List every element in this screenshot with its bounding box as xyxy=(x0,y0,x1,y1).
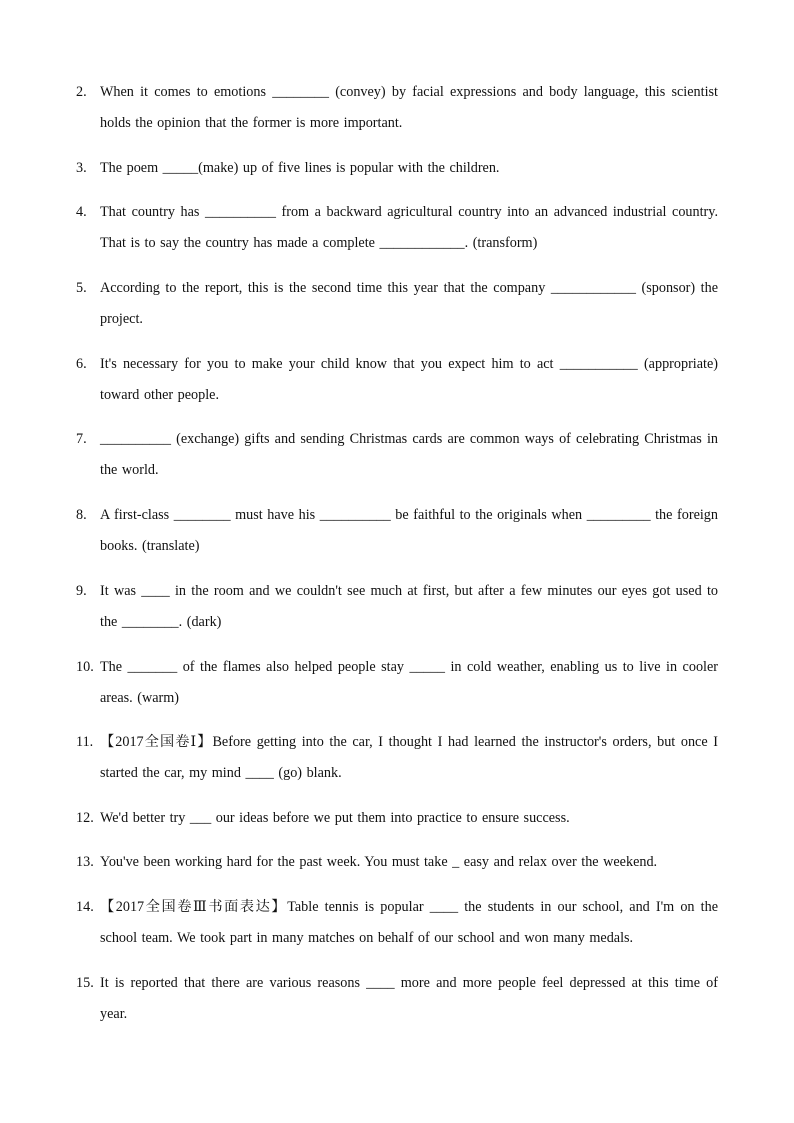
question-text: That country has __________ from a backward agricultural country into an advanced industrial country. That is to say the country has made a complete ____________. (transform) xyxy=(100,204,718,251)
question-item xyxy=(76,727,718,789)
question-number: 10. xyxy=(76,659,94,675)
question-item xyxy=(76,847,718,878)
question-text: We'd better try ___ our ideas before we put them into practice to ensure success. xyxy=(100,810,570,826)
question-text: 【2017全国卷Ⅲ书面表达】Table tennis is popular ____ the students in our school, and I'm on the school team. We took part in many matches on behalf of our school and won many medals. xyxy=(100,899,718,946)
question-number: 3. xyxy=(76,160,87,176)
question-number: 6. xyxy=(76,356,87,372)
question-text: It is reported that there are various reasons ____ more and more people feel depressed at this time of year. xyxy=(100,975,718,1022)
question-item xyxy=(76,892,718,954)
question-text: A first-class ________ must have his __________ be faithful to the originals when _________ the foreign books. (translate) xyxy=(100,507,718,554)
question-item xyxy=(76,197,718,259)
question-text: The _______ of the flames also helped people stay _____ in cold weather, enabling us to live in cooler areas. (warm) xyxy=(100,659,718,706)
question-number: 11. xyxy=(76,734,94,750)
question-item xyxy=(76,349,718,411)
question-number: 5. xyxy=(76,280,87,296)
question-text: __________ (exchange) gifts and sending Christmas cards are common ways of celebrating Christmas in the world. xyxy=(100,431,718,478)
question-number: 4. xyxy=(76,204,87,220)
question-text: It's necessary for you to make your child know that you expect him to act ___________ (appropriate) toward other people. xyxy=(100,356,718,403)
question-item xyxy=(76,803,718,834)
question-item xyxy=(76,968,718,1030)
question-text: 【2017全国卷Ⅰ】Before getting into the car, I thought I had learned the instructor's orders, but once I started the car, my mind ____ (go) blank. xyxy=(100,734,718,781)
question-number: 13. xyxy=(76,854,94,870)
question-number: 12. xyxy=(76,810,94,826)
question-number: 2. xyxy=(76,84,87,100)
question-item xyxy=(76,153,718,184)
question-item xyxy=(76,273,718,335)
question-text: It was ____ in the room and we couldn't see much at first, but after a few minutes our eyes got used to the ________. (dark) xyxy=(100,583,718,630)
question-item xyxy=(76,500,718,562)
question-text: You've been working hard for the past week. You must take _ easy and relax over the weekend. xyxy=(100,854,658,870)
question-text: When it comes to emotions ________ (convey) by facial expressions and body language, this scientist holds the opinion that the former is more important. xyxy=(100,84,718,131)
question-number: 15. xyxy=(76,975,94,991)
question-number: 7. xyxy=(76,431,87,447)
question-item xyxy=(76,652,718,714)
question-number: 8. xyxy=(76,507,87,523)
question-text: According to the report, this is the second time this year that the company ____________ (sponsor) the project. xyxy=(100,280,718,327)
question-number: 9. xyxy=(76,583,87,599)
question-item xyxy=(76,77,718,139)
question-item xyxy=(76,576,718,638)
question-number: 14. xyxy=(76,899,94,915)
question-text: The poem _____(make) up of five lines is popular with the children. xyxy=(100,160,500,176)
question-item xyxy=(76,424,718,486)
